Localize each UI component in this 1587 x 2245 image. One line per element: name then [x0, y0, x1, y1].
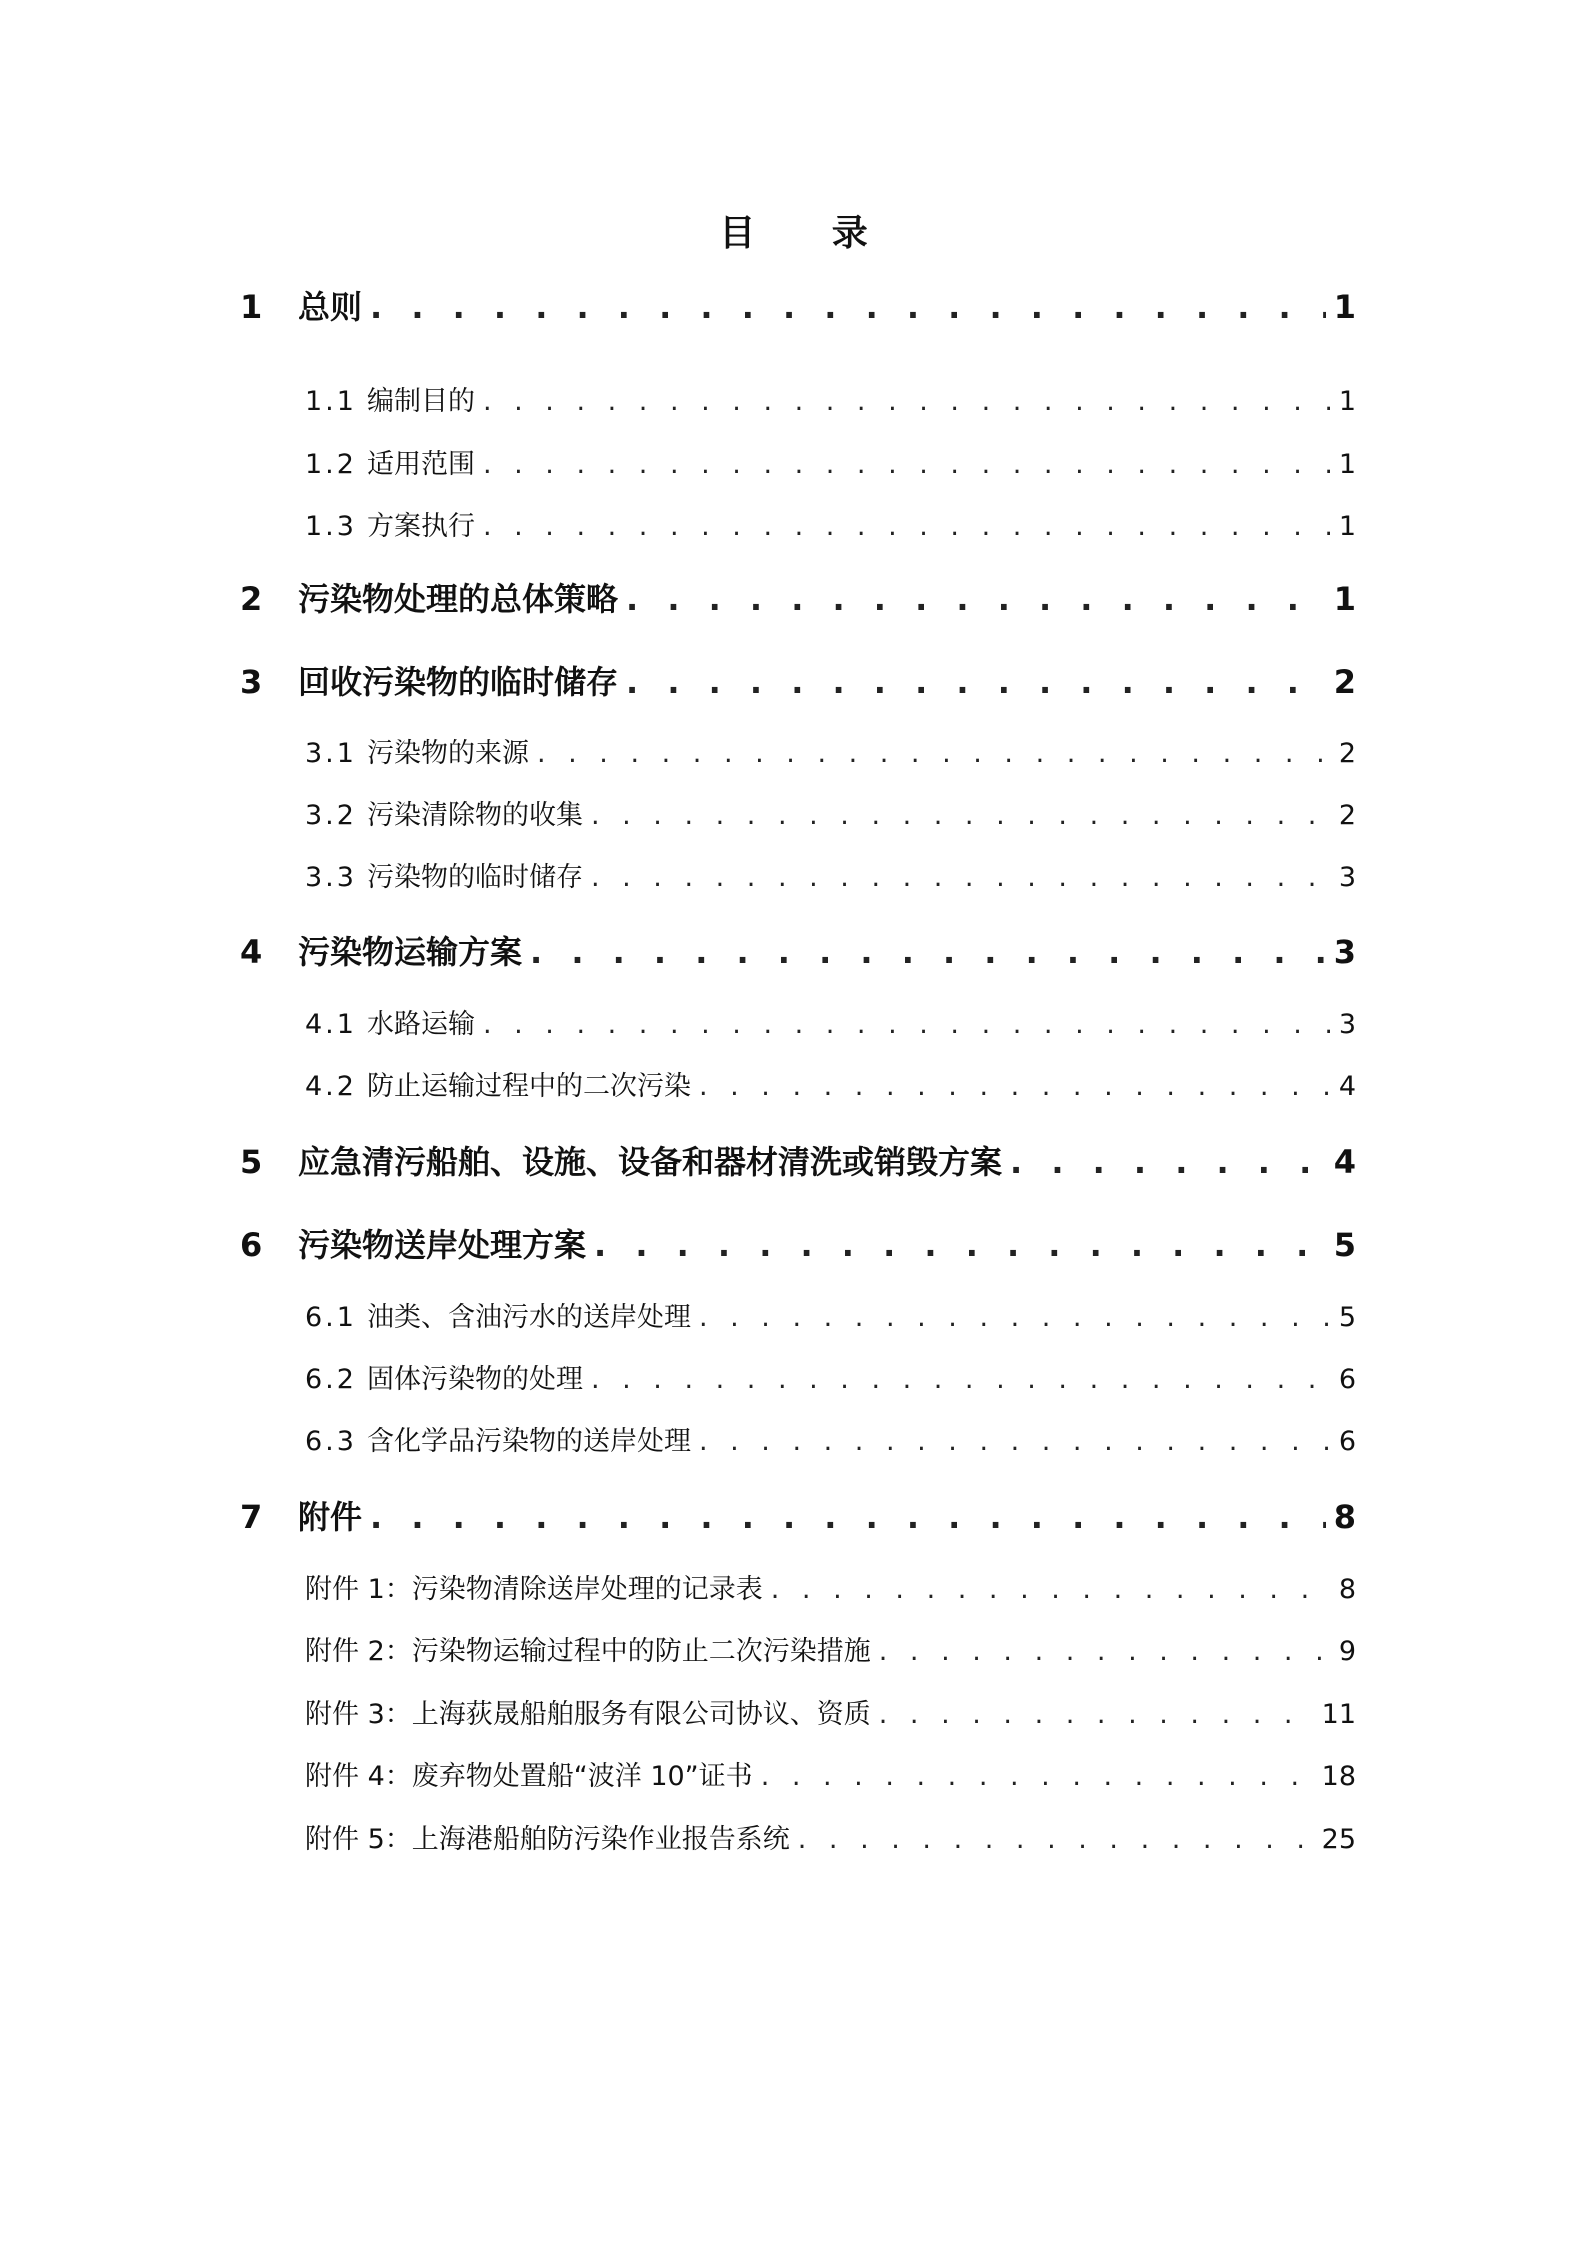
toc-dot-leader: [537, 738, 1330, 769]
toc-section-entry[interactable]: [305, 379, 1356, 418]
toc-dot-leader: [530, 933, 1326, 971]
toc-dot-leader: [483, 449, 1330, 480]
toc-page-number: 11: [1321, 1699, 1356, 1730]
toc-section-entry[interactable]: [305, 1357, 1356, 1396]
toc-entry-number: 3.2: [305, 800, 357, 831]
toc-dot-leader: [483, 511, 1330, 542]
toc-section-entry[interactable]: [305, 1754, 1356, 1793]
toc-entry-title: 含化学品污染物的送岸处理: [366, 1426, 691, 1457]
toc-entry-number: 4: [240, 933, 263, 971]
page-title: 目 录: [719, 213, 900, 254]
toc-entry-number: 6.2: [305, 1364, 357, 1395]
toc-entry-title: 防止运输过程中的二次污染: [366, 1071, 691, 1102]
toc-entry-number: 6.1: [305, 1302, 357, 1333]
toc-section-entry[interactable]: [305, 1817, 1356, 1856]
toc-page-number: 5: [1333, 1226, 1356, 1264]
toc-page-number: 6: [1338, 1426, 1356, 1457]
toc-dot-leader: [699, 1071, 1330, 1102]
toc-chapter-entry[interactable]: [240, 282, 1356, 328]
toc-page-number: 2: [1338, 800, 1356, 831]
toc-entry-number: 6: [240, 1226, 263, 1264]
toc-page-number: 3: [1338, 1009, 1356, 1040]
toc-page-number: 1: [1333, 580, 1356, 618]
toc-entry-number: 3.3: [305, 862, 357, 893]
toc-dot-leader: [591, 862, 1330, 893]
toc-entry-number: 7: [240, 1498, 263, 1536]
toc-entry-title: 污染物的来源: [366, 738, 529, 769]
toc-entry-number: 1.3: [305, 511, 357, 542]
toc-entry-number: 2: [240, 580, 263, 618]
toc-entry-title: 应急清污船舶、设施、设备和器材清洗或销毁方案: [298, 1143, 1003, 1181]
toc-section-entry[interactable]: [305, 855, 1356, 894]
toc-dot-leader: [626, 580, 1326, 618]
toc-section-entry[interactable]: [305, 731, 1356, 770]
toc-page-number: 3: [1338, 862, 1356, 893]
toc-dot-leader: [879, 1636, 1330, 1667]
toc-chapter-entry[interactable]: [240, 657, 1356, 703]
toc-section-entry[interactable]: [305, 793, 1356, 832]
toc-dot-leader: [771, 1574, 1330, 1605]
toc-dot-leader: [591, 1364, 1330, 1395]
toc-dot-leader: [370, 1498, 1326, 1536]
toc-page-number: 1: [1333, 288, 1356, 326]
toc-chapter-entry[interactable]: [240, 1137, 1356, 1183]
toc-entry-number: 1.2: [305, 449, 357, 480]
toc-entry-number: 3: [240, 663, 263, 701]
toc-page-number: 1: [1338, 449, 1356, 480]
toc-section-entry[interactable]: [305, 1295, 1356, 1334]
toc-entry-number: 4.2: [305, 1071, 357, 1102]
toc-entry-title: 附件 2：污染物运输过程中的防止二次污染措施: [305, 1636, 871, 1667]
toc-page-number: 9: [1338, 1636, 1356, 1667]
toc-entry-number: 5: [240, 1143, 263, 1181]
toc-entry-number: 4.1: [305, 1009, 357, 1040]
toc-dot-leader: [483, 386, 1330, 417]
toc-page-number: 25: [1321, 1824, 1356, 1855]
toc-dot-leader: [1010, 1143, 1326, 1181]
toc-dot-leader: [626, 663, 1326, 701]
toc-entry-title: 回收污染物的临时储存: [298, 663, 619, 701]
toc-entry-number: 6.3: [305, 1426, 357, 1457]
toc-section-entry[interactable]: [305, 1002, 1356, 1041]
toc-dot-leader: [699, 1302, 1330, 1333]
toc-entry-title: 方案执行: [366, 511, 475, 542]
toc-chapter-entry[interactable]: [240, 1220, 1356, 1266]
toc-entry-title: 附件 1：污染物清除送岸处理的记录表: [305, 1574, 763, 1605]
toc-section-entry[interactable]: [305, 1064, 1356, 1103]
toc-entry-title: 固体污染物的处理: [366, 1364, 583, 1395]
toc-entry-title: 污染物运输方案: [298, 933, 523, 971]
toc-entry-title: 附件 4：废弃物处置船“波洋 10”证书: [305, 1761, 753, 1792]
toc-section-entry[interactable]: [305, 442, 1356, 481]
toc-page-number: 4: [1333, 1143, 1356, 1181]
toc-entry-title: 水路运输: [366, 1009, 475, 1040]
toc-entry-title: 污染物送岸处理方案: [298, 1226, 587, 1264]
toc-dot-leader: [761, 1761, 1314, 1792]
toc-page-number: 8: [1338, 1574, 1356, 1605]
toc-entry-title: 编制目的: [366, 386, 475, 417]
toc-section-entry[interactable]: [305, 504, 1356, 543]
toc-section-entry[interactable]: [305, 1419, 1356, 1458]
toc-entry-title: 污染清除物的收集: [366, 800, 583, 831]
toc-entry-number: 3.1: [305, 738, 357, 769]
toc-entry-title: 污染物的临时储存: [366, 862, 583, 893]
toc-entry-number: 1.1: [305, 386, 357, 417]
toc-dot-leader: [483, 1009, 1330, 1040]
toc-dot-leader: [591, 800, 1330, 831]
toc-page-number: 1: [1338, 386, 1356, 417]
toc-page-number: 2: [1333, 663, 1356, 701]
toc-chapter-entry[interactable]: [240, 574, 1356, 620]
toc-entry-title: 适用范围: [366, 449, 475, 480]
toc-dot-leader: [699, 1426, 1330, 1457]
toc-dot-leader: [798, 1824, 1314, 1855]
toc-page-number: 4: [1338, 1071, 1356, 1102]
toc-page-number: 18: [1321, 1761, 1356, 1792]
toc-page-number: 2: [1338, 738, 1356, 769]
toc-chapter-entry[interactable]: [240, 1492, 1356, 1538]
toc-chapter-entry[interactable]: [240, 927, 1356, 973]
toc-page-number: 6: [1338, 1364, 1356, 1395]
toc-entry-title: 附件 5：上海港船舶防污染作业报告系统: [305, 1824, 790, 1855]
toc-page-number: 1: [1338, 511, 1356, 542]
toc-entry-title: 附件 3：上海荻晟船舶服务有限公司协议、资质: [305, 1699, 871, 1730]
toc-page-number: 8: [1333, 1498, 1356, 1536]
toc-entry-number: 1: [240, 288, 263, 326]
toc-section-entry[interactable]: [305, 1692, 1356, 1731]
toc-entry-title: 油类、含油污水的送岸处理: [366, 1302, 691, 1333]
toc-entry-title: 污染物处理的总体策略: [298, 580, 619, 618]
toc-dot-leader: [594, 1226, 1326, 1264]
toc-page-number: 3: [1333, 933, 1356, 971]
toc-page-number: 5: [1338, 1302, 1356, 1333]
toc-dot-leader: [879, 1699, 1314, 1730]
toc-section-entry[interactable]: [305, 1629, 1356, 1668]
toc-entry-title: 总则: [298, 288, 363, 326]
toc-entry-title: 附件: [298, 1498, 363, 1536]
toc-section-entry[interactable]: [305, 1567, 1356, 1606]
toc-dot-leader: [370, 288, 1326, 326]
